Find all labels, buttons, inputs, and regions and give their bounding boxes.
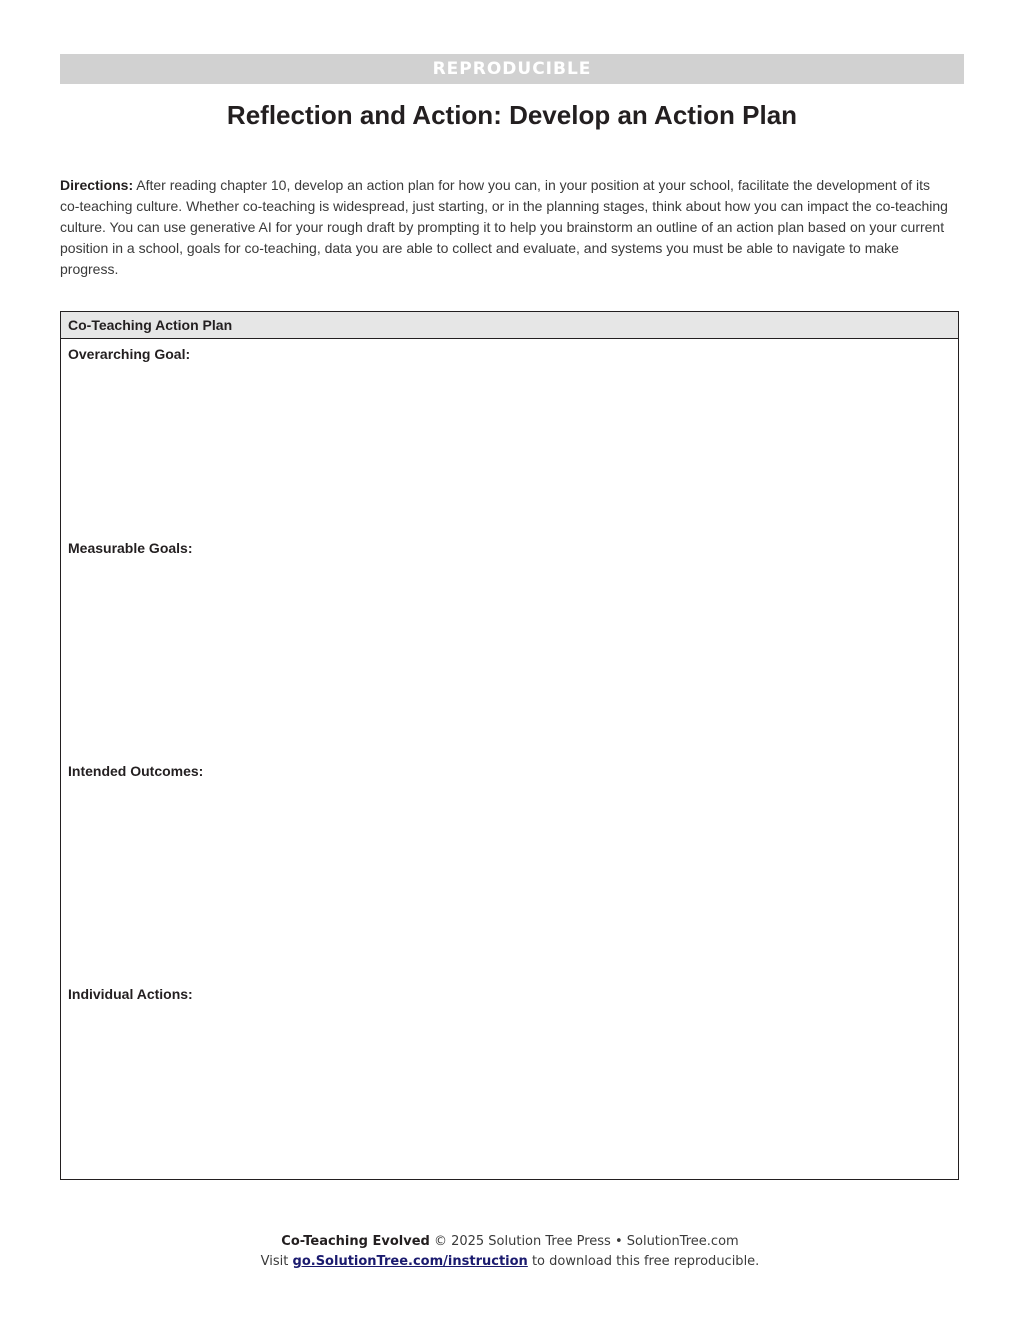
intended-outcomes-label: Intended Outcomes: [68, 763, 204, 779]
book-title: Co-Teaching Evolved [281, 1234, 430, 1249]
individual-actions-area[interactable] [62, 1004, 957, 1176]
intended-outcomes-area[interactable] [62, 781, 957, 981]
footer-visit-line [0, 1252, 1020, 1272]
measurable-goals-area[interactable] [62, 558, 957, 758]
footer-copyright-line [0, 1232, 1020, 1252]
measurable-goals-label: Measurable Goals: [68, 540, 193, 556]
action-plan-header: Co-Teaching Action Plan [61, 312, 958, 339]
page-title: Reflection and Action: Develop an Action Plan [226, 100, 798, 130]
directions-label: Directions: [60, 177, 134, 193]
directions-paragraph [60, 175, 952, 280]
download-link[interactable]: go.SolutionTree.com/instruction [292, 1254, 528, 1269]
individual-actions-label: Individual Actions: [68, 986, 193, 1002]
overarching-goal-area[interactable] [62, 364, 957, 536]
copyright-text: © 2025 Solution Tree Press • SolutionTree.com [429, 1234, 739, 1249]
directions-text: After reading chapter 10, develop an action plan for how you can, in your position at your school, facilitate the development of its co-teaching culture. Whether co-teaching is widespread, just starting, or in the planning stages, think about how you can impact the co-teaching culture. You can use generative AI for your rough draft by prompting it to help you brainstorm an outline of an action plan based on your current position in a school, goals for co-teaching, data you are able to collect and evaluate, and systems you must be able to navigate to make progress. [60, 177, 948, 277]
download-text: to download this free reproducible. [527, 1254, 760, 1269]
overarching-goal-label: Overarching Goal: [68, 346, 191, 362]
visit-text: Visit [260, 1254, 293, 1269]
page-footer [0, 1232, 1020, 1272]
reproducible-banner: REPRODUCIBLE [60, 54, 964, 84]
action-plan-table [60, 311, 959, 1180]
